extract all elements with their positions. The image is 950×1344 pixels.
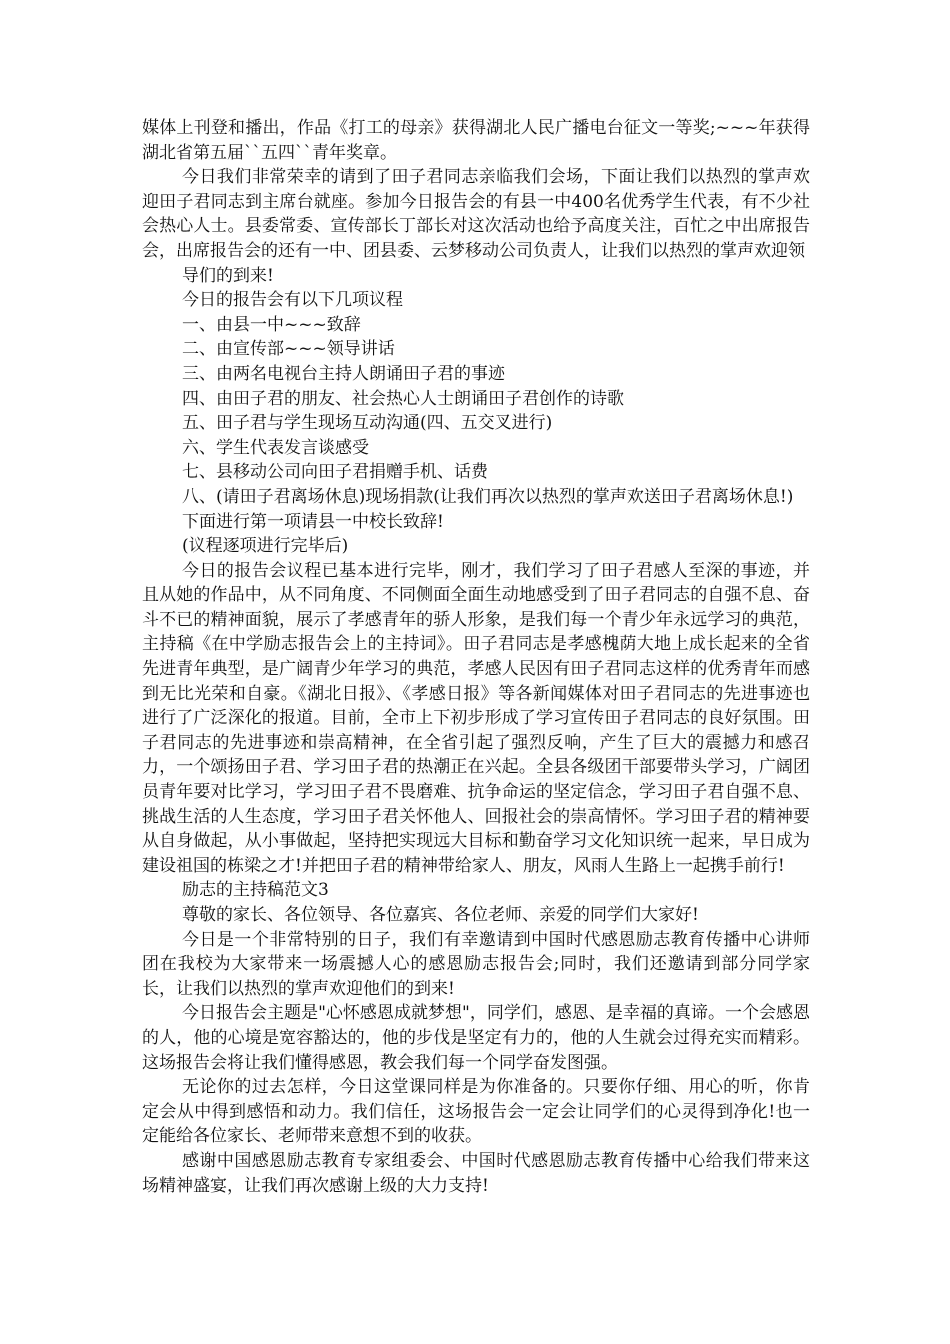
paragraph: 今日是一个非常特别的日子，我们有幸邀请到中国时代感恩励志教育传播中心讲师团在我校为大家带来一场震撼人心的感恩励志报告会;同时，我们还邀请到部分同学家长，让我们以热烈的掌声欢迎他们的到来! xyxy=(142,929,810,999)
agenda-item: 五、田子君与学生现场互动沟通(四、五交叉进行) xyxy=(182,413,553,434)
agenda-item: 三、由两名电视台主持人朗诵田子君的事迹 xyxy=(182,363,505,384)
agenda-item: 一、由县一中~~~致辞 xyxy=(182,314,361,335)
paragraph: 今日我们非常荣幸的请到了田子君同志亲临我们会场，下面让我们以热烈的掌声欢迎田子君同志到主席台就座。参加今日报告会的有县一中400名优秀学生代表，有不少社会热心人士。县委常委、宣传部长丁部长对这次活动也给予高度关注，百忙之中出席报告会，出席报告会的还有一中、团县委、云梦移动公司负责人，让我们以热烈的掌声欢迎领 xyxy=(142,167,810,261)
paragraph: 无论你的过去怎样，今日这堂课同样是为你准备的。只要你仔细、用心的听，你肯定会从中得到感悟和动力。我们信任，这场报告会一定会让同学们的心灵得到净化!也一定能给各位家长、老师带来意想不到的收获。 xyxy=(142,1077,810,1147)
greeting: 尊敬的家长、各位领导、各位嘉宾、各位老师、亲爱的同学们大家好! xyxy=(182,905,699,925)
agenda-item: 六、学生代表发言谈感受 xyxy=(182,437,369,458)
agenda-item: 二、由宣传部~~~领导讲话 xyxy=(182,339,395,360)
agenda-item: 四、由田子君的朋友、社会热心人士朗诵田子君创作的诗歌 xyxy=(182,388,624,409)
paragraph: 今日报告会主题是"心怀感恩成就梦想"，同学们，感恩、是幸福的真谛。一个会感恩的人，他的心境是宽容豁达的，他的步伐是坚定有力的，他的人生就会过得充实而精彩。这场报告会将让我们懂得感恩，教会我们每一个同学奋发图强。 xyxy=(142,1003,810,1073)
agenda-heading: 今日的报告会有以下几项议程 xyxy=(182,290,403,311)
paragraph: 今日的报告会议程已基本进行完毕，刚才，我们学习了田子君感人至深的事迹，并且从她的作品中，从不同角度、不同侧面全面生动地感受到了田子君同志的自强不息、奋斗不已的精神面貌，展示了孝感青年的骄人形象，是我们每一个青少年永远学习的典范，主持稿《在中学励志报告会上的主持词》。田子君同志是孝感槐荫大地上成长起来的全省先进青年典型，是广阔青少年学习的典范，孝感人民因有田子君同志这样的优秀青年而感到无比光荣和自豪。《湖北日报》、《孝感日报》等各新闻媒体对田子君同志的先进事迹也进行了广泛深化的报道。目前，全市上下初步形成了学习宣传田子君同志的良好氛围。田子君同志的先进事迹和崇高精神，在全省引起了强烈反响，产生了巨大的震撼力和感召力，一个颂扬田子君、学习田子君的热潮正在兴起。全县各级团干部要带头学习，广阔团员青年要对比学习，学习田子君不畏磨难、抗争命运的坚定信念，学习田子君自强不息、挑战生活的人生态度，学习田子君关怀他人、回报社会的崇高情怀。学习田子君的精神要从自身做起，从小事做起，坚持把实现远大目标和勤奋学习文化知识统一起来，早日成为建设祖国的栋梁之才!并把田子君的精神带给家人、朋友，风雨人生路上一起携手前行! xyxy=(142,560,810,876)
paragraph: 导们的到来! xyxy=(182,265,274,286)
paragraph: (议程逐项进行完毕后) xyxy=(182,536,349,557)
paragraph: 媒体上刊登和播出，作品《打工的母亲》获得湖北人民广播电台征文一等奖;~~~年获得湖北省第五届``五四``青年奖章。 xyxy=(142,118,810,163)
document-body xyxy=(142,116,810,1198)
agenda-item: 八、(请田子君离场休息)现场捐款(让我们再次以热烈的掌声欢送田子君离场休息!) xyxy=(182,486,794,507)
agenda-item: 七、县移动公司向田子君捐赠手机、话费 xyxy=(182,462,488,483)
section-title: 励志的主持稿范文3 xyxy=(182,880,329,901)
paragraph: 感谢中国感恩励志教育专家组委会、中国时代感恩励志教育传播中心给我们带来这场精神盛宴，让我们再次感谢上级的大力支持! xyxy=(142,1150,810,1196)
paragraph: 下面进行第一项请县一中校长致辞! xyxy=(182,511,444,532)
